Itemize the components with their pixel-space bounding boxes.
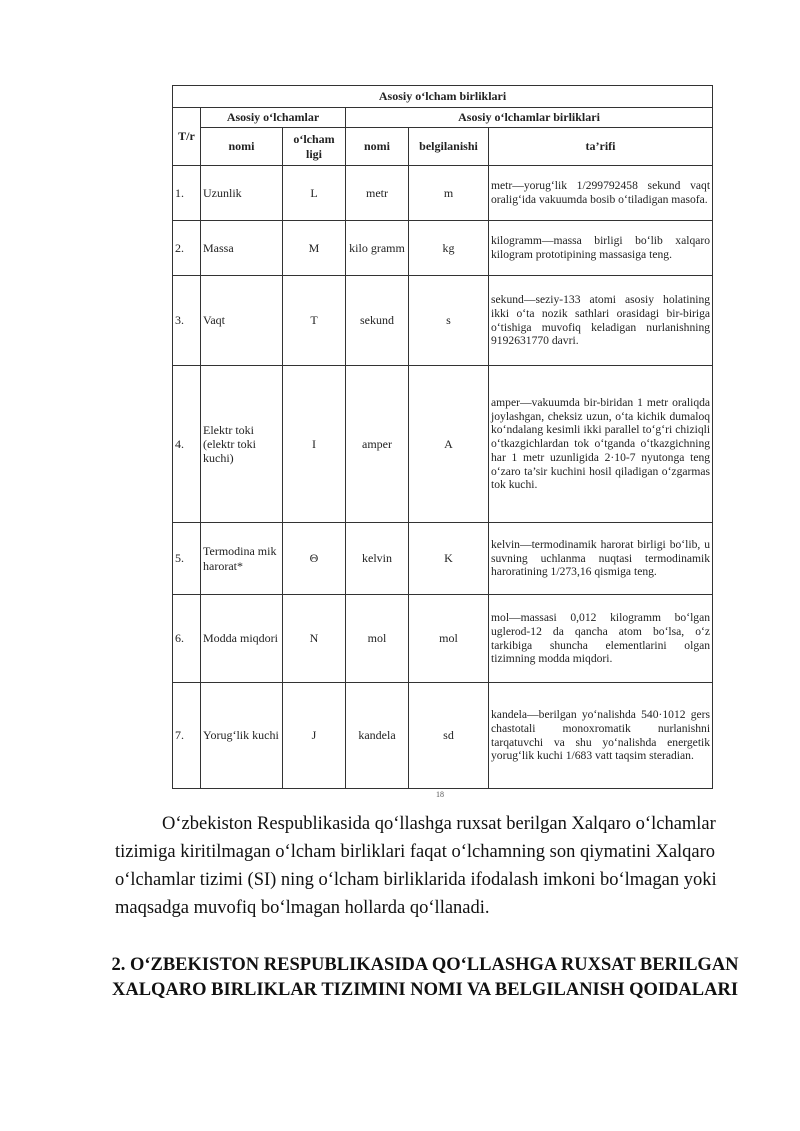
col-header-tr: T/r xyxy=(173,108,201,166)
col-header-unit-name: nomi xyxy=(346,128,409,166)
row-number: 5. xyxy=(173,523,201,595)
dimension-symbol: T xyxy=(283,276,346,366)
quantity-name: Vaqt xyxy=(201,276,283,366)
body-paragraph: O‘zbekiston Respublikasida qo‘llashga ruxsat berilgan Xalqaro o‘lchamlar tizimiga kiritilmagan o‘lcham birliklari faqat o‘lchamning son qiymatini Xalqaro o‘lchamlar tizimi (SI) ning o‘lcham birliklarida ifodalash imkoni bo‘lmagan yoki maqsadga muvofiq bo‘lmagan hollarda qo‘llanadi. xyxy=(115,814,717,918)
row-number: 7. xyxy=(173,683,201,789)
table-row xyxy=(173,366,713,523)
col-header-dimension: o‘lcham ligi xyxy=(283,128,346,166)
section-heading: 2. O‘ZBEKISTON RESPUBLIKASIDA QO‘LLASHGA RUXSAT BERILGAN XALQARO BIRLIKLAR TIZIMINI NOMI VA BELGILANISH QOIDALARI xyxy=(111,955,739,1000)
unit-definition: sekund—seziy-133 atomi asosiy holatining ikki o‘ta nozik sathlari orasidagi bir-biriga o‘tishiga muvofiq keladigan nurlanishning 9192631770 davri. xyxy=(489,276,713,366)
dimension-symbol: I xyxy=(283,366,346,523)
col-header-symbol: belgilanishi xyxy=(409,128,489,166)
unit-symbol: m xyxy=(409,166,489,221)
col-header-name: nomi xyxy=(201,128,283,166)
dimension-symbol: Θ xyxy=(283,523,346,595)
unit-name: kilo gramm xyxy=(346,221,409,276)
quantity-name: Massa xyxy=(201,221,283,276)
dimension-symbol: L xyxy=(283,166,346,221)
unit-definition: mol—massasi 0,012 kilogramm bo‘lgan uglerod-12 da qancha atom bo‘lsa, o‘z tarkibiga shuncha elementlarini olgan tizimning modda miqdori. xyxy=(489,595,713,683)
page-number: 18 xyxy=(436,790,444,799)
unit-symbol: kg xyxy=(409,221,489,276)
table-row xyxy=(173,683,713,789)
table-row xyxy=(173,523,713,595)
table-title: Asosiy o‘lcham birliklari xyxy=(173,86,713,108)
unit-symbol: K xyxy=(409,523,489,595)
unit-symbol: sd xyxy=(409,683,489,789)
unit-definition: amper—vakuumda bir-biridan 1 metr oraliqda joylashgan, cheksiz uzun, o‘ta kichik dumaloq ko‘ndalang kesimli ikki parallel to‘g‘ri chiziqli o‘tkazgichlardan tok o‘tganda o‘tkazgichning har 1 metr uzunligida 2·10-7 nyutonga teng o‘zaro ta’sir kuchini hosil qiladigan o‘zgarmas tok kuchi. xyxy=(489,366,713,523)
table-row xyxy=(173,595,713,683)
unit-name: kandela xyxy=(346,683,409,789)
unit-name: amper xyxy=(346,366,409,523)
dimension-symbol: M xyxy=(283,221,346,276)
quantity-name: Termodina mik harorat* xyxy=(201,523,283,595)
table-row xyxy=(173,166,713,221)
dimension-symbol: J xyxy=(283,683,346,789)
table-row xyxy=(173,276,713,366)
unit-definition: kandela—berilgan yo‘nalishda 540·1012 gers chastotali monoxromatik nurlanishni tarqatuvchi va shu yo‘nalishda energetik yorug‘lik kuchi 1/683 vatt taqsim steradian. xyxy=(489,683,713,789)
group-header-quantities: Asosiy o‘lchamlar xyxy=(201,108,346,128)
unit-definition: kelvin—termodinamik harorat birligi bo‘lib, u suvning uchlanma nuqtasi termodinamik haroratining 1/273,16 qismiga teng. xyxy=(489,523,713,595)
si-base-units-table xyxy=(172,85,713,789)
row-number: 1. xyxy=(173,166,201,221)
unit-name: mol xyxy=(346,595,409,683)
group-header-units: Asosiy o‘lchamlar birliklari xyxy=(346,108,713,128)
quantity-name: Elektr toki (elektr toki kuchi) xyxy=(201,366,283,523)
si-units-table-wrapper xyxy=(172,85,712,789)
unit-symbol: mol xyxy=(409,595,489,683)
row-number: 2. xyxy=(173,221,201,276)
table-row xyxy=(173,221,713,276)
row-number: 6. xyxy=(173,595,201,683)
row-number: 3. xyxy=(173,276,201,366)
unit-name: sekund xyxy=(346,276,409,366)
unit-name: metr xyxy=(346,166,409,221)
unit-name: kelvin xyxy=(346,523,409,595)
unit-symbol: s xyxy=(409,276,489,366)
dimension-symbol: N xyxy=(283,595,346,683)
unit-definition: kilogramm—massa birligi bo‘lib xalqaro kilogram prototipining massasiga teng. xyxy=(489,221,713,276)
unit-symbol: A xyxy=(409,366,489,523)
unit-definition: metr—yorug‘lik 1/299792458 sekund vaqt oralig‘ida vakuumda bosib o‘tiladigan masofa. xyxy=(489,166,713,221)
col-header-definition: ta’rifi xyxy=(489,128,713,166)
row-number: 4. xyxy=(173,366,201,523)
quantity-name: Yorug‘lik kuchi xyxy=(201,683,283,789)
quantity-name: Modda miqdori xyxy=(201,595,283,683)
quantity-name: Uzunlik xyxy=(201,166,283,221)
